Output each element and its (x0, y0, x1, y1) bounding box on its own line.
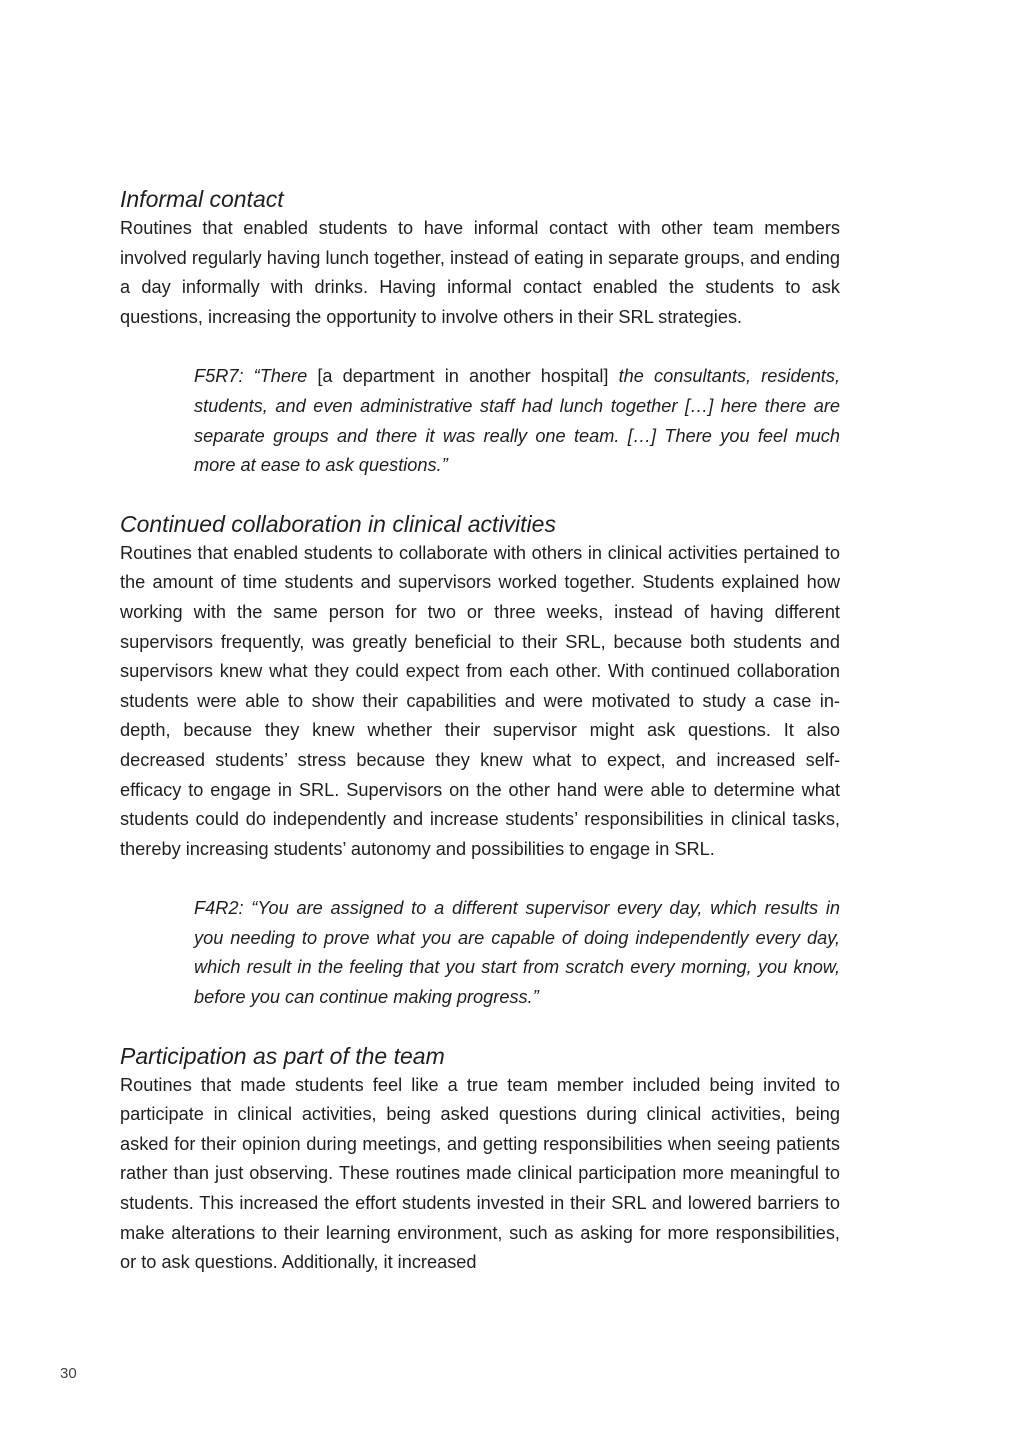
quote-f5r7 (194, 362, 840, 480)
quote-f4r2: F4R2: “You are assigned to a different supervisor every day, which results in you needing to prove what you are capable of doing independently every day, which result in the feeling that you start from scratch every morning, you know, before you can continue making progress.” (194, 898, 840, 1008)
section-heading-participation: Participation as part of the team (120, 1042, 445, 1069)
section-paragraph-participation: Routines that made students feel like a true team member included being invited to participate in clinical activities, being asked questions during clinical activities, being asked for their opinion during meetings, and getting responsibilities when seeing patients rather than just observing. These routines made clinical participation more meaningful to students. This increased the effort students invested in their SRL and lowered barriers to make alterations to their learning environment, such as asking for more responsibilities, or to ask questions. Additionally, it increased (120, 1074, 840, 1273)
page-content (120, 184, 840, 1278)
quote-insert: [a department in another hospital] (317, 366, 609, 387)
section-heading-informal-contact: Informal contact (120, 186, 284, 212)
spacer (120, 864, 840, 894)
section-paragraph-continued-collaboration: Routines that enabled students to collaborate with others in clinical activities pertained to the amount of time students and supervisors worked together. Students explained how working with the same person for two or three weeks, instead of having different supervisors frequently, was greatly beneficial to their SRL, because both students and supervisors knew what they could expect from each other. With continued collaboration students were able to show their capabilities and were motivated to study a case in-depth, because they knew whether their supervisor might ask questions. It also decreased students’ stress because they knew what to expect, and increased self-efficacy to engage in SRL. Supervisors on the other hand were able to determine what students could do independently and increase students’ responsibilities in clinical tasks, thereby increasing students’ autonomy and possibilities to engage in SRL. (120, 542, 840, 859)
page-number: 30 (60, 1365, 77, 1382)
spacer (120, 481, 840, 509)
quote-rest: the consultants, residents, students, and even administrative staff had lunch together […] here there are separate groups and there it was really one team. […] There you feel much more at ease to ask questions.” (194, 366, 841, 476)
spacer (120, 1013, 840, 1041)
quote-lead: F5R7: “There (194, 366, 318, 387)
spacer (120, 332, 840, 362)
section-paragraph-informal-contact: Routines that enabled students to have informal contact with other team members involved regularly having lunch together, instead of eating in separate groups, and ending a day informally with drinks. Having informal contact enabled the students to ask questions, increasing the opportunity to involve others in their SRL strategies. (120, 218, 840, 327)
section-heading-continued-collaboration: Continued collaboration in clinical activities (120, 510, 556, 537)
